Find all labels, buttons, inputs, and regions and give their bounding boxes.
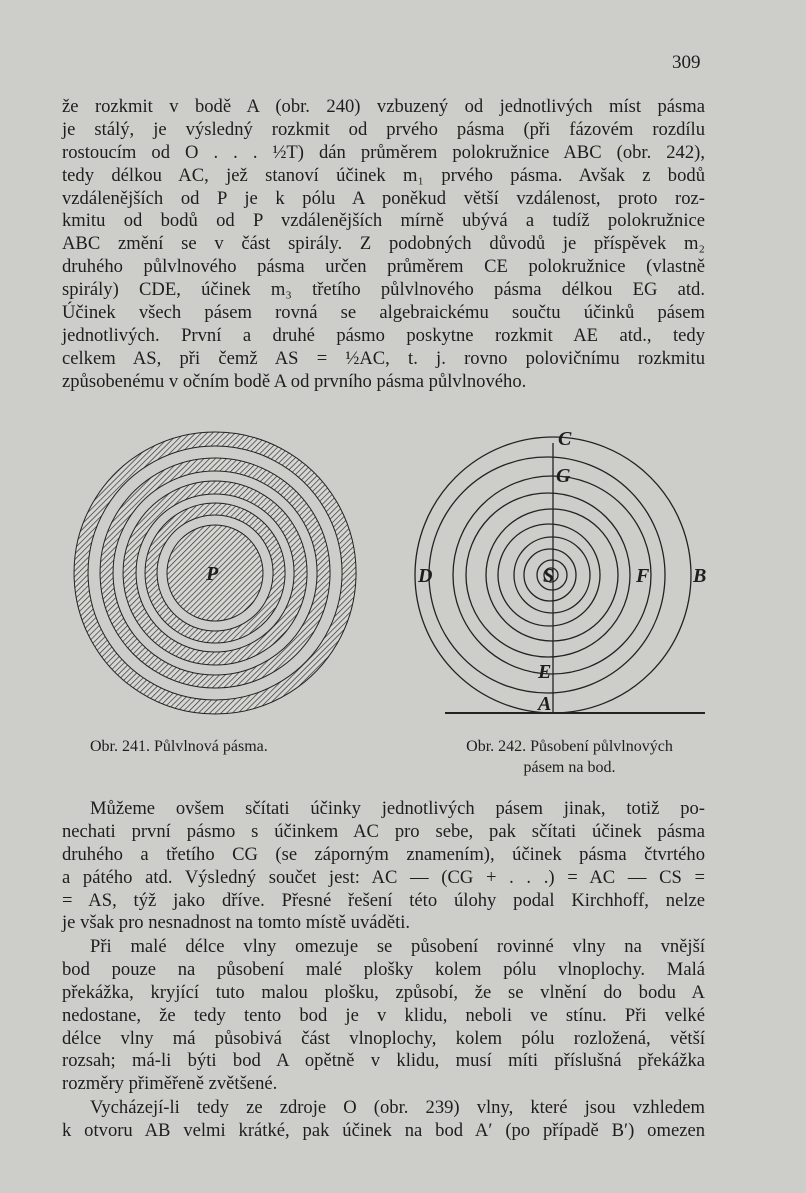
text-line: k otvoru AB velmi krátké, pak účinek na bod A′ (po případě B′) omezen [62, 1119, 705, 1141]
figure-242-spiral [410, 425, 710, 725]
text-line: Vycházejí-li tedy ze zdroje O (obr. 239) vlny, které jsou vzhledem [90, 1097, 705, 1118]
text-line: Můžeme ovšem sčítati účinky jednotlivých pásem jinak, totiž po- [90, 798, 705, 819]
label-A: A [538, 693, 552, 715]
label-F: F [636, 565, 650, 587]
label-C: C [558, 428, 572, 450]
label-E: E [538, 661, 552, 683]
label-G: G [556, 465, 571, 487]
text-line: rozsah; má-li býti bod A opětně v klidu, musí míti příslušná překážka [62, 1050, 705, 1072]
text-line: druhého půlvlnového pásma určen průměrem CE polokružnice (vlastně [62, 256, 705, 278]
text-line: ABC změní se v část spirály. Z podobných důvodů je příspěvek m₂ [62, 233, 705, 255]
text-line: spirály) CDE, účinek m₃ třetího půlvlnového pásma délkou EG atd. [62, 279, 705, 301]
text-line: celkem AS, při čemž AS = ½AC, t. j. rovno polovičnímu rozkmitu [62, 347, 705, 369]
paragraph-4 [62, 1097, 705, 1143]
text-line: je stálý, je výsledný rozkmit od prvého pásma (při fázovém rozdílu [62, 118, 705, 140]
paragraph-2 [62, 798, 705, 935]
label-B: B [693, 565, 707, 587]
caption-line: Obr. 242. Působení půlvlnových [466, 738, 673, 755]
label-S: S [543, 565, 555, 587]
text-line: že rozkmit v bodě A (obr. 240) vzbuzený od jednotlivých míst pásma [62, 96, 705, 117]
text-line: Účinek všech pásem rovná se algebraickému součtu účinků pásem [62, 302, 705, 324]
text-line: rostoucím od O . . . ½T) dán průměrem polokružnice ABC (obr. 242), [62, 141, 705, 163]
text-line: nechati první pásmo s účinkem AC pro sebe, pak sčítati účinek pásma [62, 820, 705, 842]
text-line: jednotlivých. První a druhé pásmo poskytne rozkmit AE atd., tedy [62, 324, 705, 346]
paragraph-1 [62, 96, 705, 394]
text-line: a pátého atd. Výsledný součet jest: AC — (CG + . . .) = AC — CS = [62, 866, 705, 888]
paragraph-3 [62, 936, 705, 1096]
text-line: vzdálenějších od P je k pólu A poněkud větší vzdálenost, proto roz- [62, 187, 705, 209]
figure-241-half-wave-zones [70, 428, 360, 718]
label-P: P [206, 563, 219, 585]
caption-line: pásem na bod. [523, 759, 616, 776]
text-line: překážka, kryjící tuto malou plošku, způsobí, že se vlnění do bodu A [62, 981, 705, 1003]
text-line: způsobenému v očním bodě A od prvního pásma půlvlnového. [62, 370, 527, 392]
text-line: nedostane, že tedy tento bod je v klidu, neboli ve stínu. Při velké [62, 1004, 705, 1026]
text-line: = AS, týž jako dříve. Přesné řešení této úlohy podal Kirchhoff, nelze [62, 889, 705, 911]
text-line: druhého a třetího CG (se záporným znamením), účinek pásma čtvrtého [62, 843, 705, 865]
text-line: délce vlny má působivá část vlnoplochy, kolem pólu rozložená, větší [62, 1027, 705, 1049]
figure-242-caption [427, 736, 712, 778]
label-D: D [418, 565, 433, 587]
text-line: tedy délkou AC, jež stanoví účinek m₁ prvého pásma. Avšak z bodů [62, 164, 705, 186]
text-line: bod pouze na působení malé plošky kolem pólu vlnoplochy. Malá [62, 958, 705, 980]
page-number: 309 [672, 52, 701, 73]
text-line: kmitu od bodů od P vzdálenějších mírně ubývá a tudíž polokružnice [62, 210, 705, 232]
text-line: je však pro nesnadnost na tomto místě uváděti. [62, 912, 411, 934]
text-line: rozměry přiměřeně zvětšené. [62, 1073, 278, 1095]
text-line: Při malé délce vlny omezuje se působení rovinné vlny na vnější [90, 936, 705, 957]
figure-241-caption: Obr. 241. Půlvlnová pásma. [90, 738, 268, 755]
